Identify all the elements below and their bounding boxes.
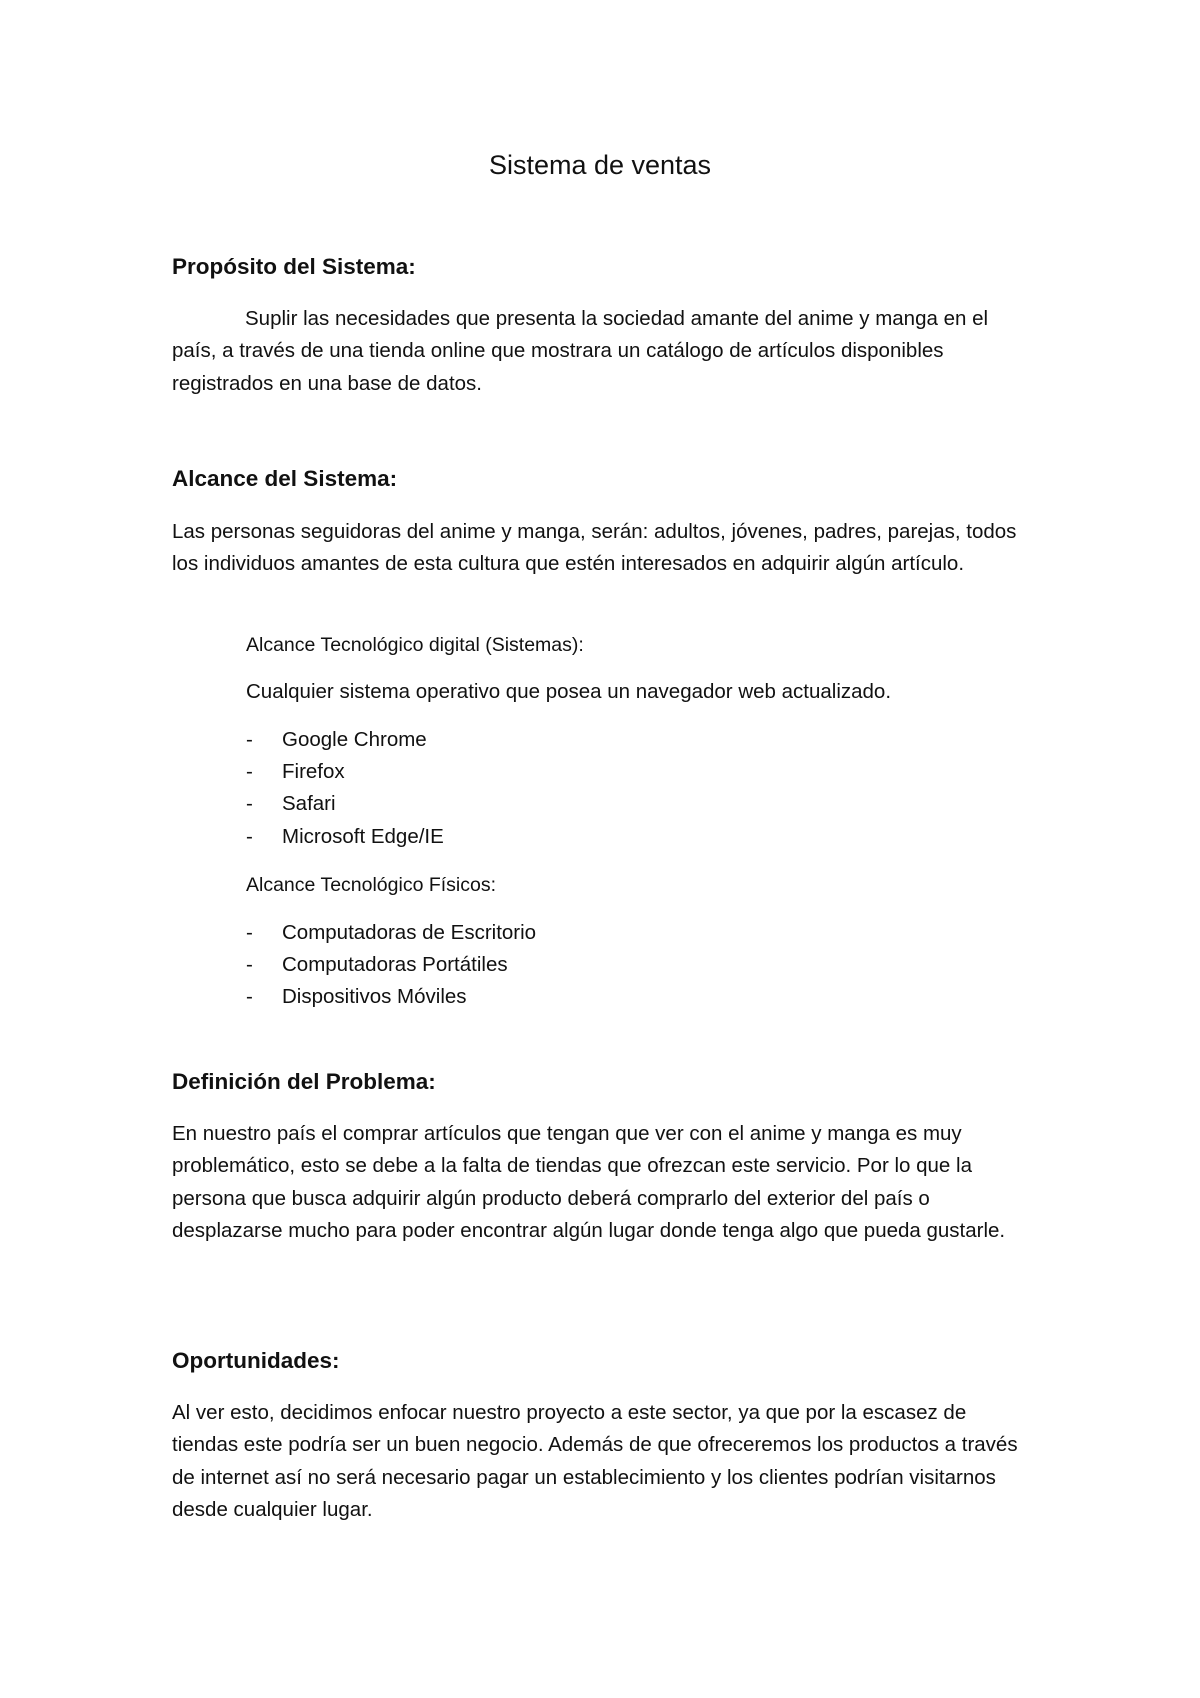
- list-dash: -: [246, 760, 253, 784]
- list-item-label: Microsoft Edge/IE: [282, 824, 444, 848]
- subheading-alcance-digital: Alcance Tecnológico digital (Sistemas):: [246, 634, 584, 656]
- subheading-alcance-fisico: Alcance Tecnológico Físicos:: [246, 874, 497, 896]
- list-item: [246, 949, 536, 981]
- list-item: [246, 724, 444, 756]
- section-heading-proposito: Propósito del Sistema:: [172, 254, 416, 279]
- section-heading-oportunidades: Oportunidades:: [172, 1348, 340, 1373]
- section-text-alcance: Las personas seguidoras del anime y manga, serán: adultos, jóvenes, padres, parejas, todos los individuos amantes de esta cultura que estén interesados en adquirir algún artículo.: [172, 520, 1017, 576]
- list-dash: -: [246, 921, 253, 944]
- list-item-label: Computadoras Portátiles: [282, 953, 508, 977]
- list-alcance-fisico: [246, 917, 536, 1014]
- list-item: [246, 788, 444, 820]
- list-item-label: Firefox: [282, 760, 345, 784]
- list-alcance-digital: [246, 724, 444, 853]
- section-text-proposito: Suplir las necesidades que presenta la sociedad amante del anime y manga en el país, a través de una tienda online que mostrara un catálogo de artículos disponibles registrados en una base de datos.: [172, 307, 989, 395]
- list-item: [246, 821, 444, 853]
- list-dash: -: [246, 824, 253, 848]
- list-item-label: Safari: [282, 792, 336, 816]
- section-heading-alcance: Alcance del Sistema:: [172, 466, 398, 491]
- text-alcance-digital: Cualquier sistema operativo que posea un navegador web actualizado.: [246, 680, 892, 703]
- list-item-label: Computadoras de Escritorio: [282, 921, 537, 944]
- section-text-problema: En nuestro país el comprar artículos que tengan que ver con el anime y manga es muy problemático, esto se debe a la falta de tiendas que ofrezcan este servicio. Por lo que la persona que busca adquirir algún producto deberá comprarlo del exterior del país o desplazarse mucho para poder encontrar algún lugar donde tenga algo que pueda gustarle.: [172, 1122, 1006, 1242]
- list-item-label: Dispositivos Móviles: [282, 985, 467, 1009]
- list-item: [246, 756, 444, 788]
- list-item-label: Google Chrome: [282, 728, 427, 751]
- list-item: [246, 917, 536, 949]
- page-title: Sistema de ventas: [488, 150, 712, 180]
- list-dash: -: [246, 953, 253, 977]
- list-item: [246, 981, 536, 1013]
- list-dash: -: [246, 728, 253, 751]
- list-dash: -: [246, 792, 253, 816]
- section-text-oportunidades: Al ver esto, decidimos enfocar nuestro proyecto a este sector, ya que por la escasez de tiendas este podría ser un buen negocio. Además de que ofreceremos los productos a través de internet así no será necesario pagar un establecimiento y los clientes podrían visitarnos desde cualquier lugar.: [172, 1401, 1018, 1521]
- list-dash: -: [246, 985, 253, 1009]
- section-heading-problema: Definición del Problema:: [172, 1069, 436, 1094]
